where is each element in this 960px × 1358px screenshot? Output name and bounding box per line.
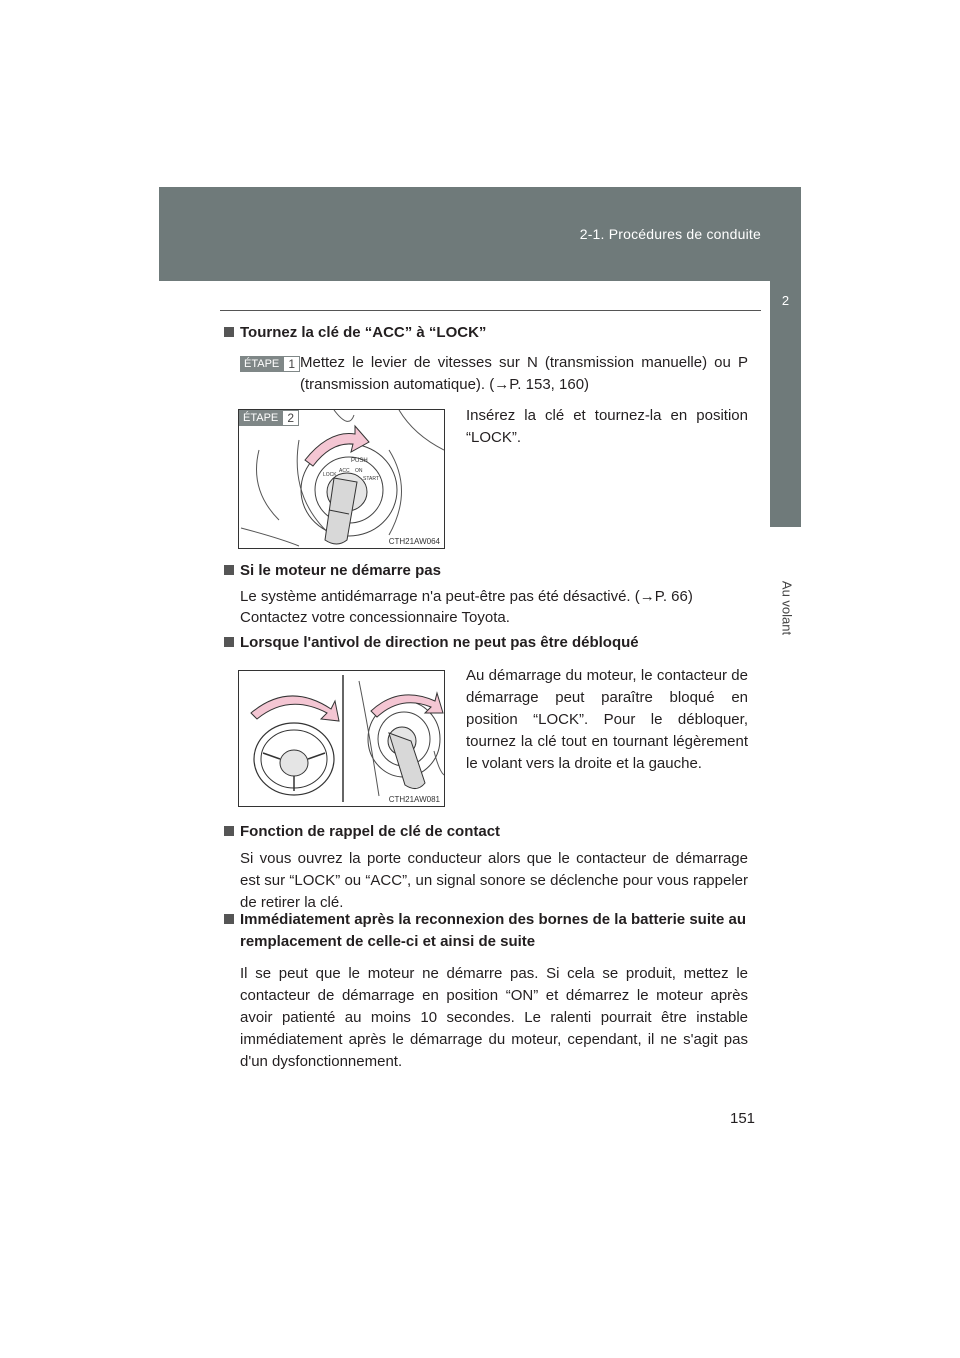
page-number: 151 [730, 1110, 756, 1127]
square-bullet-icon [224, 637, 234, 647]
chapter-tab [770, 281, 801, 527]
step-label: ÉTAPE [240, 356, 283, 372]
heading-reminder [224, 821, 500, 843]
heading-lock-text: Tournez la clé de “ACC” à “LOCK” [240, 324, 487, 341]
push-label: PUSH [351, 458, 368, 464]
section-title: 2-1. Procédures de conduite [579, 226, 761, 242]
square-bullet-icon [224, 327, 234, 337]
lock-label: LOCK [323, 472, 337, 478]
chapter-number: 2 [781, 293, 790, 308]
heading-engine-text: Si le moteur ne démarre pas [240, 562, 441, 579]
acc-label: ACC [339, 468, 350, 474]
step-number: 2 [282, 410, 299, 426]
heading-battery-line2: remplacement de celle-ci et ainsi de suite [240, 933, 536, 950]
engine-line2: Contactez votre concessionnaire Toyota. [240, 609, 510, 626]
ignition-key-illustration [239, 410, 444, 548]
heading-steering [224, 632, 639, 654]
step-label: ÉTAPE [239, 410, 282, 426]
chapter-label [762, 568, 812, 648]
step1-line1: Mettez le levier de vitesses sur N (transmission manuelle) ou P [300, 354, 748, 371]
heading-engine [224, 560, 441, 582]
reminder-text: Si vous ouvrez la porte conducteur alors que le contacteur de démarrage est sur “LOCK” ou “ACC”, un signal sonore se déclenche pour vous rappeler de retirer la clé. [240, 850, 748, 911]
steering-text: Au démarrage du moteur, le contacteur de démarrage peut paraître bloqué en position “LOCK”. Pour le débloquer, tournez la clé tout en tournant légèrement le volant vers la droite et la gauche. [466, 667, 748, 772]
ignition-key-figure [238, 409, 445, 549]
figure-code: CTH21AW081 [388, 795, 440, 804]
step-badge-1 [240, 356, 300, 372]
square-bullet-icon [224, 826, 234, 836]
square-bullet-icon [224, 565, 234, 575]
steering-key-figure [238, 670, 445, 807]
step1-line2: (transmission automatique). (→P. 153, 160) [300, 376, 590, 393]
battery-text: Il se peut que le moteur ne démarre pas. Si cela se produit, mettez le contacteur de démarrage en position “ON” et démarrez le moteur après avoir patienté au moins 10 secondes. Le ralenti pourrait être instable immédiatement après le démarrage du moteur, cependant, il ne s'agit pas d'un dysfonctionnement. [240, 965, 748, 1070]
square-bullet-icon [224, 914, 234, 924]
figure-code: CTH21AW064 [388, 537, 440, 546]
steering-wheel-illustration [239, 671, 444, 806]
engine-line1: Le système antidémarrage n'a peut-être pas été désactivé. (→P. 66) [240, 588, 693, 605]
heading-battery [224, 909, 754, 931]
header-rule [220, 310, 761, 311]
heading-lock [224, 322, 486, 344]
on-label: ON [355, 468, 363, 474]
heading-reminder-text: Fonction de rappel de clé de contact [240, 823, 501, 840]
step2-text: Insérez la clé et tournez-la en position “LOCK”. [466, 407, 748, 446]
step-number: 1 [283, 356, 300, 372]
step-badge-2 [239, 410, 299, 426]
section-header-band [159, 187, 801, 281]
heading-battery-line1: Immédiatement après la reconnexion des bornes de la batterie suite au [240, 911, 747, 928]
chapter-label-text: Au volant [779, 580, 795, 636]
start-label: START [363, 476, 379, 482]
heading-steering-text: Lorsque l'antivol de direction ne peut pas être débloqué [240, 634, 639, 651]
